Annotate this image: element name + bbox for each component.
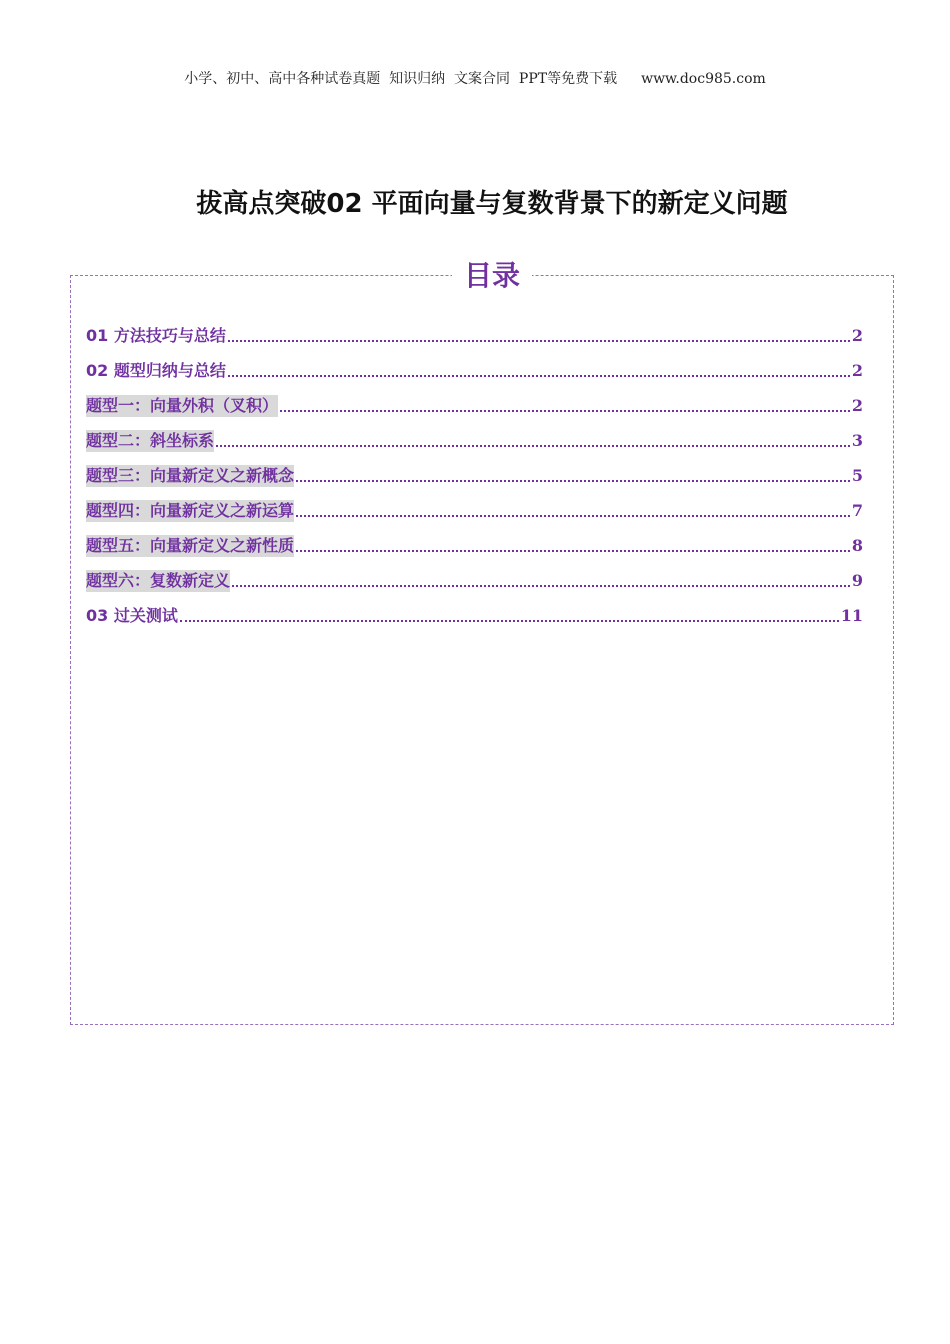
toc-entry-type-summary[interactable]	[86, 347, 863, 382]
toc-entry-checkpoint-test[interactable]	[86, 592, 863, 627]
toc-entry-label: 01 方法技巧与总结	[86, 326, 226, 345]
document-title: 拔高点突破02 平面向量与复数背景下的新定义问题	[196, 189, 788, 219]
toc-entry-type-1[interactable]	[86, 382, 863, 417]
toc-leader-dots	[296, 479, 850, 482]
toc-entry-page: 9	[851, 571, 863, 590]
toc-entry-label: 题型四：向量新定义之新运算	[86, 501, 295, 520]
toc-entry-page: 8	[851, 536, 863, 555]
toc-entry-label: 题型三：向量新定义之新概念	[86, 466, 295, 485]
toc-entry-label: 题型二：斜坐标系	[86, 431, 215, 450]
toc-leader-dots	[280, 409, 850, 412]
toc-list	[86, 312, 863, 627]
toc-entry-label: 题型五：向量新定义之新性质	[86, 536, 295, 555]
toc-entry-type-6[interactable]	[86, 557, 863, 592]
toc-entry-type-2[interactable]	[86, 417, 863, 452]
toc-entry-label: 02 题型归纳与总结	[86, 361, 226, 380]
toc-entry-type-5[interactable]	[86, 522, 863, 557]
toc-entry-page: 7	[851, 501, 863, 520]
toc-entry-method-summary[interactable]	[86, 312, 863, 347]
toc-entry-page: 2	[851, 326, 863, 345]
toc-heading: 目录	[452, 256, 532, 296]
toc-entry-page: 2	[851, 396, 863, 415]
toc-leader-dots	[296, 549, 850, 552]
toc-entry-page: 5	[851, 466, 863, 485]
toc-leader-dots	[232, 584, 850, 587]
toc-entry-label: 题型一：向量外积（叉积）	[86, 396, 279, 415]
toc-leader-dots	[180, 619, 839, 622]
toc-entry-page: 3	[851, 431, 863, 450]
header-site-link[interactable]: www.doc985.com	[641, 71, 766, 87]
page-header	[0, 68, 950, 88]
toc-entry-page: 2	[851, 361, 863, 380]
toc-entry-type-4[interactable]	[86, 487, 863, 522]
toc-leader-dots	[296, 514, 850, 517]
toc-entry-label: 题型六：复数新定义	[86, 571, 231, 590]
header-text: 小学、初中、高中各种试卷真题 知识归纳 文案合同 PPT等免费下载	[184, 71, 618, 87]
toc-entry-label: 03 过关测试	[86, 606, 178, 625]
toc-leader-dots	[228, 374, 850, 377]
toc-leader-dots	[216, 444, 850, 447]
toc-leader-dots	[228, 339, 850, 342]
toc-entry-type-3[interactable]	[86, 452, 863, 487]
toc-entry-page: 11	[840, 606, 863, 625]
